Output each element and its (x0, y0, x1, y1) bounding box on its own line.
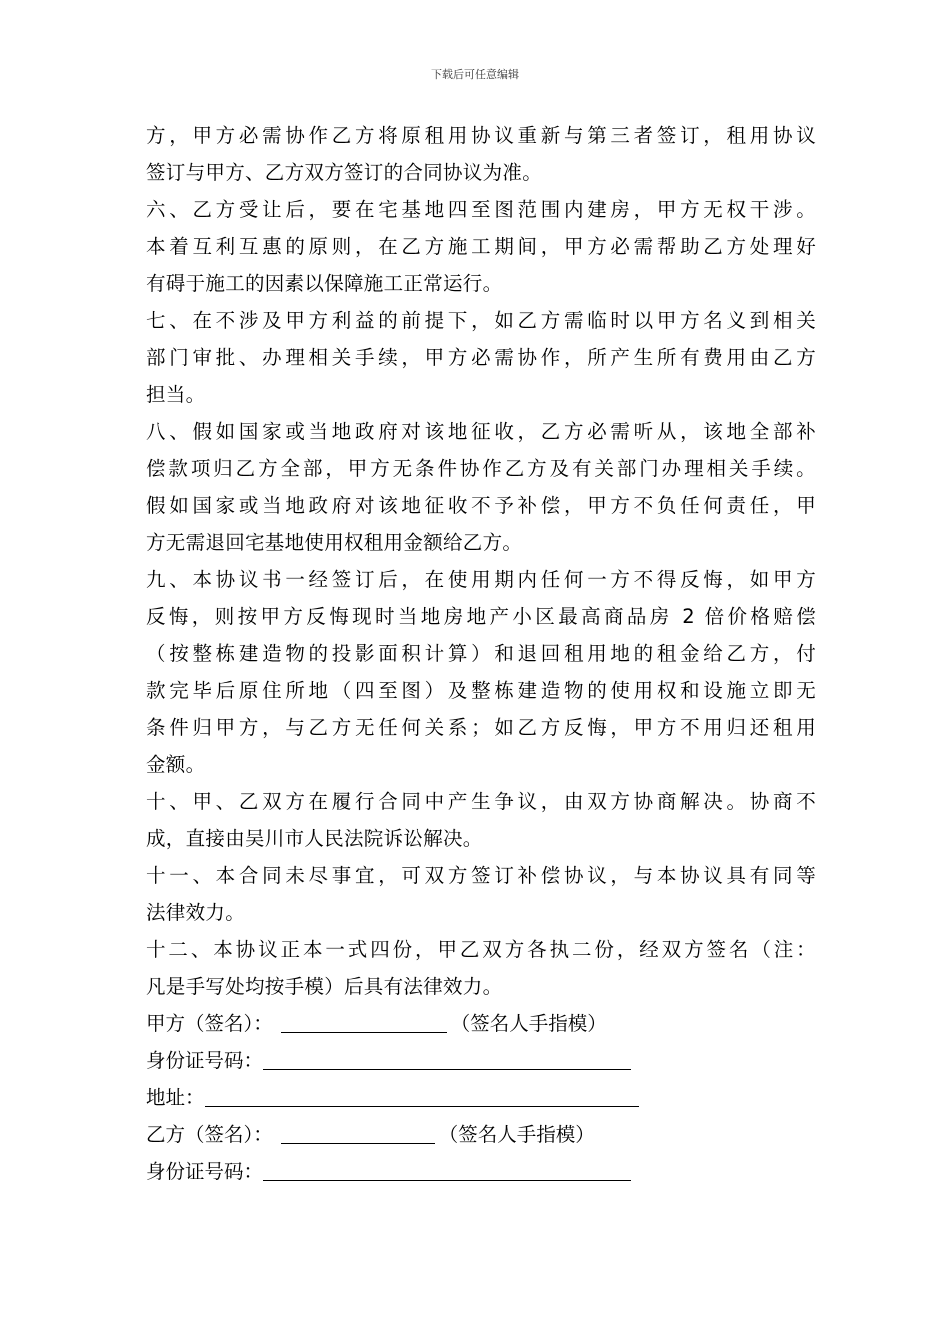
party-a-fingerprint-note: （签名人手指模） (450, 1012, 607, 1035)
document-body (146, 117, 816, 1190)
paragraph-line: 凡是手写处均按手模）后具有法律效力。 (146, 975, 503, 998)
paragraph-line: （按整栋建造物的投影面积计算）和退回租用地的租金给乙方，付 (146, 642, 816, 665)
paragraph-line: 偿款项归乙方全部，甲方无条件协作乙方及有关部门办理相关手续。 (146, 457, 816, 480)
party-b-signature-field[interactable] (281, 1121, 435, 1144)
party-b-fingerprint-note: （签名人手指模） (438, 1123, 595, 1146)
party-a-id-row (146, 1042, 816, 1079)
paragraph-line: 七、在不涉及甲方利益的前提下，如乙方需临时以甲方名义到相关 (146, 309, 816, 332)
party-a-id-field[interactable] (263, 1047, 631, 1070)
party-b-id-row (146, 1153, 816, 1190)
paragraph-line: 十二、本协议正本一式四份，甲乙双方各执二份，经双方签名（注： (146, 938, 816, 961)
paragraph-line: 十一、本合同未尽事宜，可双方签订补偿协议，与本协议具有同等 (146, 864, 816, 887)
paragraph-line: 九、本协议书一经签订后，在使用期内任何一方不得反悔，如甲方 (146, 568, 816, 591)
paragraph-line: 条件归甲方，与乙方无任何关系；如乙方反悔，甲方不用归还租用 (146, 716, 816, 739)
address-row (146, 1079, 816, 1116)
paragraph-line: 反悔，则按甲方反悔现时当地房地产小区最高商品房 2 倍价格赔偿 (146, 605, 816, 628)
page-header: 下载后可任意编辑 (431, 68, 519, 81)
paragraph-line: 方无需退回宅基地使用权租用金额给乙方。 (146, 531, 523, 554)
party-a-signature-row (146, 1005, 816, 1042)
paragraph-line: 十、甲、乙双方在履行合同中产生争议，由双方协商解决。协商不 (146, 790, 816, 813)
paragraph-line: 本着互利互惠的原则，在乙方施工期间，甲方必需帮助乙方处理好 (146, 235, 816, 258)
address-label: 地址： (146, 1086, 205, 1109)
paragraph-line: 法律效力。 (146, 901, 246, 924)
paragraph-line: 六、乙方受让后，要在宅基地四至图范围内建房，甲方无权干涉。 (146, 198, 816, 221)
paragraph-line: 款完毕后原住所地（四至图）及整栋建造物的使用权和设施立即无 (146, 679, 816, 702)
paragraph-line: 假如国家或当地政府对该地征收不予补偿，甲方不负任何责任，甲 (146, 494, 816, 517)
paragraph-line: 成，直接由吴川市人民法院诉讼解决。 (146, 827, 483, 850)
party-a-signature-label: 甲方（签名）： (146, 1012, 273, 1035)
party-a-signature-field[interactable] (281, 1010, 447, 1033)
address-field[interactable] (205, 1084, 639, 1107)
party-b-id-label: 身份证号码： (146, 1160, 264, 1183)
paragraph-line: 八、假如国家或当地政府对该地征收，乙方必需听从，该地全部补 (146, 420, 816, 443)
paragraph-line: 方，甲方必需协作乙方将原租用协议重新与第三者签订，租用协议 (146, 124, 816, 147)
paragraph-line: 金额。 (146, 753, 206, 776)
party-b-signature-row (146, 1116, 816, 1153)
paragraph-line: 部门审批、办理相关手续，甲方必需协作，所产生所有费用由乙方 (146, 346, 816, 369)
party-b-id-field[interactable] (263, 1158, 631, 1181)
paragraph-line: 有碍于施工的因素以保障施工正常运行。 (146, 272, 503, 295)
paragraph-line: 签订与甲方、乙方双方签订的合同协议为准。 (146, 161, 543, 184)
party-a-id-label: 身份证号码： (146, 1049, 264, 1072)
paragraph-line: 担当。 (146, 383, 206, 406)
party-b-signature-label: 乙方（签名）： (146, 1123, 273, 1146)
